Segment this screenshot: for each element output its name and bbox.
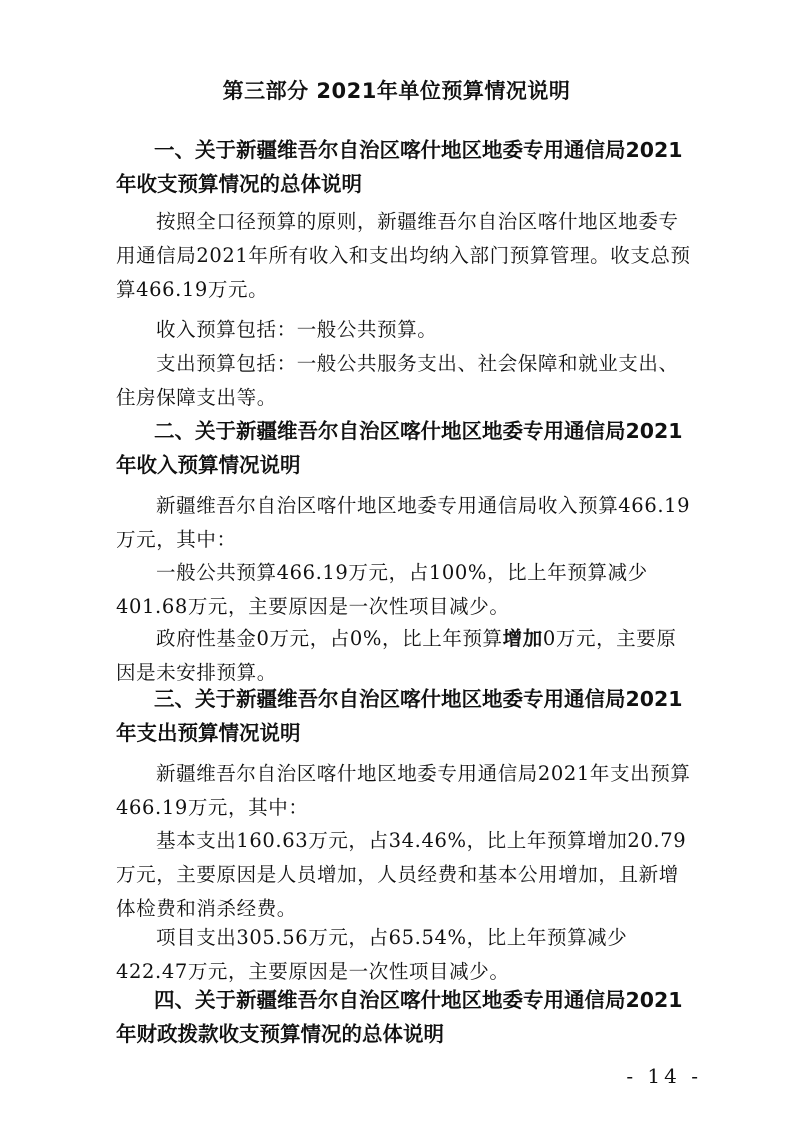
section-1-paragraph-3: 支出预算包括：一般公共服务支出、社会保障和就业支出、住房保障支出等。 <box>116 352 679 409</box>
section-2-p3-text-b: 0万元，主要原因是未安排预算。 <box>116 627 677 684</box>
section-3-paragraph-3: 项目支出305.56万元，占65.54%，比上年预算减少422.47万元，主要原因是一次性项目减少。 <box>116 926 628 983</box>
section-1-heading: 一、关于新疆维吾尔自治区喀什地区地委专用通信局2021年收支预算情况的总体说明 <box>116 138 683 196</box>
section-3-paragraph-1: 新疆维吾尔自治区喀什地区地委专用通信局2021年支出预算466.19万元，其中： <box>116 762 691 819</box>
section-2-paragraph-3 <box>116 622 696 690</box>
section-1-paragraph-2: 收入预算包括：一般公共预算。 <box>156 318 438 341</box>
section-4-heading: 四、关于新疆维吾尔自治区喀什地区地委专用通信局2021年财政拨款收支预算情况的总体说明 <box>116 988 683 1046</box>
section-1-paragraph-1: 按照全口径预算的原则，新疆维吾尔自治区喀什地区地委专用通信局2021年所有收入和支出均纳入部门预算管理。收支总预算466.19万元。 <box>116 210 691 301</box>
page-title: 第三部分 2021年单位预算情况说明 <box>222 79 571 103</box>
section-2-p3-emphasis: 增加 <box>502 627 543 650</box>
section-3-heading: 三、关于新疆维吾尔自治区喀什地区地委专用通信局2021年支出预算情况说明 <box>116 687 683 745</box>
section-2-paragraph-2: 一般公共预算466.19万元，占100%，比上年预算减少401.68万元，主要原因是一次性项目减少。 <box>116 561 648 618</box>
section-2-paragraph-1: 新疆维吾尔自治区喀什地区地委专用通信局收入预算466.19万元，其中： <box>116 494 691 551</box>
section-3-paragraph-2: 基本支出160.63万元，占34.46%，比上年预算增加20.79万元，主要原因是人员增加，人员经费和基本公用增加，且新增体检费和消杀经费。 <box>116 829 687 920</box>
section-2-heading: 二、关于新疆维吾尔自治区喀什地区地委专用通信局2021年收入预算情况说明 <box>116 419 683 477</box>
section-2-p3-text-a: 政府性基金0万元，占0%，比上年预算 <box>156 627 503 650</box>
page-number: - 14 - <box>626 1064 702 1088</box>
